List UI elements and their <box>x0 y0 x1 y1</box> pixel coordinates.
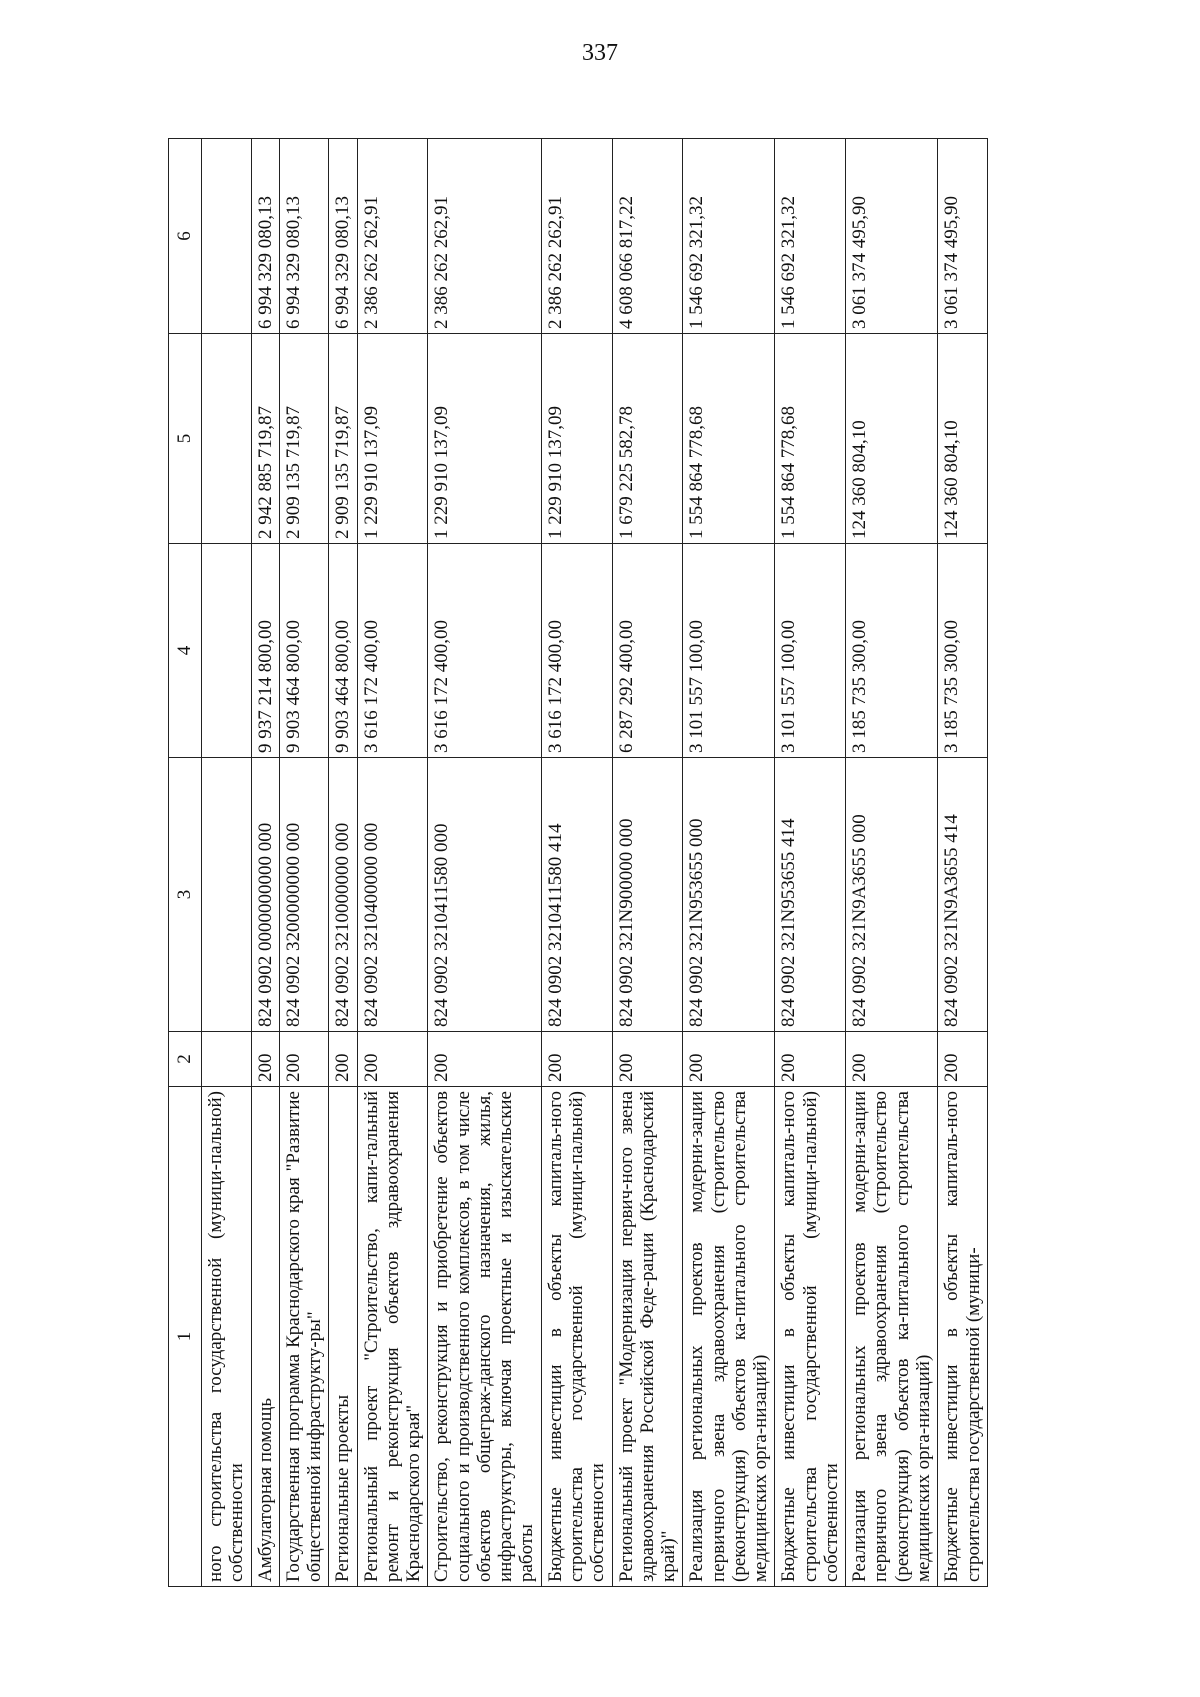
row-value5-cell: 1 229 910 137,09 <box>541 334 612 544</box>
row-col2-cell: 200 <box>279 1032 329 1087</box>
row-code-cell: 824 0902 3210411580 414 <box>541 758 612 1032</box>
table-row <box>541 139 612 1587</box>
row-code-cell: 824 0902 321N9A3655 414 <box>938 758 988 1032</box>
table-row <box>846 139 938 1587</box>
row-value5-cell <box>202 334 252 544</box>
row-value6-cell: 6 994 329 080,13 <box>329 139 357 334</box>
row-col2-cell: 200 <box>428 1032 541 1087</box>
row-value4-cell: 3 616 172 400,00 <box>541 544 612 758</box>
row-name-cell: Реализация региональных проектов модерни-зации первичного звена здравоохранения (строительство (реконструкция) объектов ка-питального строительства медицинских орга-низаций) <box>683 1087 775 1587</box>
row-col2-cell: 200 <box>846 1032 938 1087</box>
row-value4-cell: 6 287 292 400,00 <box>612 544 683 758</box>
row-value4-cell: 3 616 172 400,00 <box>357 544 428 758</box>
table-row <box>683 139 775 1587</box>
table-row <box>279 139 329 1587</box>
row-value4-cell: 3 616 172 400,00 <box>428 544 541 758</box>
row-col2-cell: 200 <box>541 1032 612 1087</box>
page-number: 337 <box>582 40 618 66</box>
row-name-cell: Региональный проект "Модернизация первич-ного звена здравоохранения Российской Феде-рации (Краснодарский край)" <box>612 1087 683 1587</box>
row-col2-cell: 200 <box>357 1032 428 1087</box>
row-value4-cell: 9 937 214 800,00 <box>251 544 279 758</box>
row-name-cell: Государственная программа Краснодарского края "Развитие общественной инфраструкту-ры" <box>279 1087 329 1587</box>
row-value5-cell: 1 554 864 778,68 <box>683 334 775 544</box>
row-name-cell: Бюджетные инвестиции в объекты капиталь-ного строительства государственной (муници-пальной) собственности <box>775 1087 846 1587</box>
row-col2-cell: 200 <box>612 1032 683 1087</box>
row-value5-cell: 124 360 804,10 <box>938 334 988 544</box>
row-value6-cell: 1 546 692 321,32 <box>683 139 775 334</box>
row-code-cell: 824 0902 0000000000 000 <box>251 758 279 1032</box>
row-name-cell: Бюджетные инвестиции в объекты капиталь-ного строительства государственной (муници- <box>938 1087 988 1587</box>
row-name-cell: Реализация региональных проектов модерни-зации первичного звена здравоохранения (строительство (реконструкция) объектов ка-питального строительства медицинских орга-низаций) <box>846 1087 938 1587</box>
row-value6-cell <box>202 139 252 334</box>
row-value4-cell: 3 185 735 300,00 <box>938 544 988 758</box>
table-row <box>202 139 252 1587</box>
rotated-table-container <box>168 139 1073 1587</box>
header-cell: 2 <box>169 1032 202 1087</box>
table-row <box>251 139 279 1587</box>
row-code-cell: 824 0902 321N900000 000 <box>612 758 683 1032</box>
row-value4-cell: 3 101 557 100,00 <box>775 544 846 758</box>
row-value4-cell: 9 903 464 800,00 <box>329 544 357 758</box>
row-code-cell: 824 0902 3210000000 000 <box>329 758 357 1032</box>
row-col2-cell: 200 <box>251 1032 279 1087</box>
row-value6-cell: 2 386 262 262,91 <box>428 139 541 334</box>
row-value6-cell: 3 061 374 495,90 <box>938 139 988 334</box>
row-value6-cell: 6 994 329 080,13 <box>279 139 329 334</box>
header-cell: 6 <box>169 139 202 334</box>
table-row <box>612 139 683 1587</box>
row-name-cell: Региональный проект "Строительство, капи-тальный ремонт и реконструкция объектов здравоохранения Краснодарского края" <box>357 1087 428 1587</box>
table-row <box>357 139 428 1587</box>
row-value4-cell <box>202 544 252 758</box>
row-code-cell <box>202 758 252 1032</box>
budget-table <box>168 138 988 1587</box>
row-value4-cell: 3 101 557 100,00 <box>683 544 775 758</box>
table-row <box>938 139 988 1587</box>
row-value5-cell: 2 909 135 719,87 <box>329 334 357 544</box>
row-value5-cell: 1 679 225 582,78 <box>612 334 683 544</box>
row-value4-cell: 3 185 735 300,00 <box>846 544 938 758</box>
row-col2-cell: 200 <box>329 1032 357 1087</box>
row-code-cell: 824 0902 321N953655 000 <box>683 758 775 1032</box>
header-cell: 1 <box>169 1087 202 1587</box>
row-value5-cell: 2 942 885 719,87 <box>251 334 279 544</box>
row-name-cell: Амбулаторная помощь <box>251 1087 279 1587</box>
row-name-cell: Региональные проекты <box>329 1087 357 1587</box>
row-value5-cell: 1 554 864 778,68 <box>775 334 846 544</box>
row-col2-cell: 200 <box>938 1032 988 1087</box>
row-code-cell: 824 0902 3200000000 000 <box>279 758 329 1032</box>
table-header-row <box>169 139 202 1587</box>
row-col2-cell <box>202 1032 252 1087</box>
row-value6-cell: 6 994 329 080,13 <box>251 139 279 334</box>
row-value5-cell: 2 909 135 719,87 <box>279 334 329 544</box>
row-code-cell: 824 0902 321N9A3655 000 <box>846 758 938 1032</box>
row-name-cell: ного строительства государственной (муници-пальной) собственности <box>202 1087 252 1587</box>
row-col2-cell: 200 <box>775 1032 846 1087</box>
header-cell: 4 <box>169 544 202 758</box>
row-code-cell: 824 0902 3210400000 000 <box>357 758 428 1032</box>
row-name-cell: Строительство, реконструкция и приобретение объектов социального и производственного комплексов, в том числе объектов общеграж-данского назначения, жилья, инфраструктуры, включая проектные и изыскательские работы <box>428 1087 541 1587</box>
row-value6-cell: 2 386 262 262,91 <box>357 139 428 334</box>
header-cell: 5 <box>169 334 202 544</box>
row-value6-cell: 3 061 374 495,90 <box>846 139 938 334</box>
row-value6-cell: 1 546 692 321,32 <box>775 139 846 334</box>
row-code-cell: 824 0902 321N953655 414 <box>775 758 846 1032</box>
row-value6-cell: 2 386 262 262,91 <box>541 139 612 334</box>
row-name-cell: Бюджетные инвестиции в объекты капиталь-ного строительства государственной (муници-пальной) собственности <box>541 1087 612 1587</box>
table-row <box>428 139 541 1587</box>
row-code-cell: 824 0902 3210411580 000 <box>428 758 541 1032</box>
header-cell: 3 <box>169 758 202 1032</box>
table-row <box>775 139 846 1587</box>
row-value6-cell: 4 608 066 817,22 <box>612 139 683 334</box>
row-col2-cell: 200 <box>683 1032 775 1087</box>
row-value5-cell: 1 229 910 137,09 <box>428 334 541 544</box>
row-value5-cell: 124 360 804,10 <box>846 334 938 544</box>
row-value5-cell: 1 229 910 137,09 <box>357 334 428 544</box>
row-value4-cell: 9 903 464 800,00 <box>279 544 329 758</box>
table-row <box>329 139 357 1587</box>
